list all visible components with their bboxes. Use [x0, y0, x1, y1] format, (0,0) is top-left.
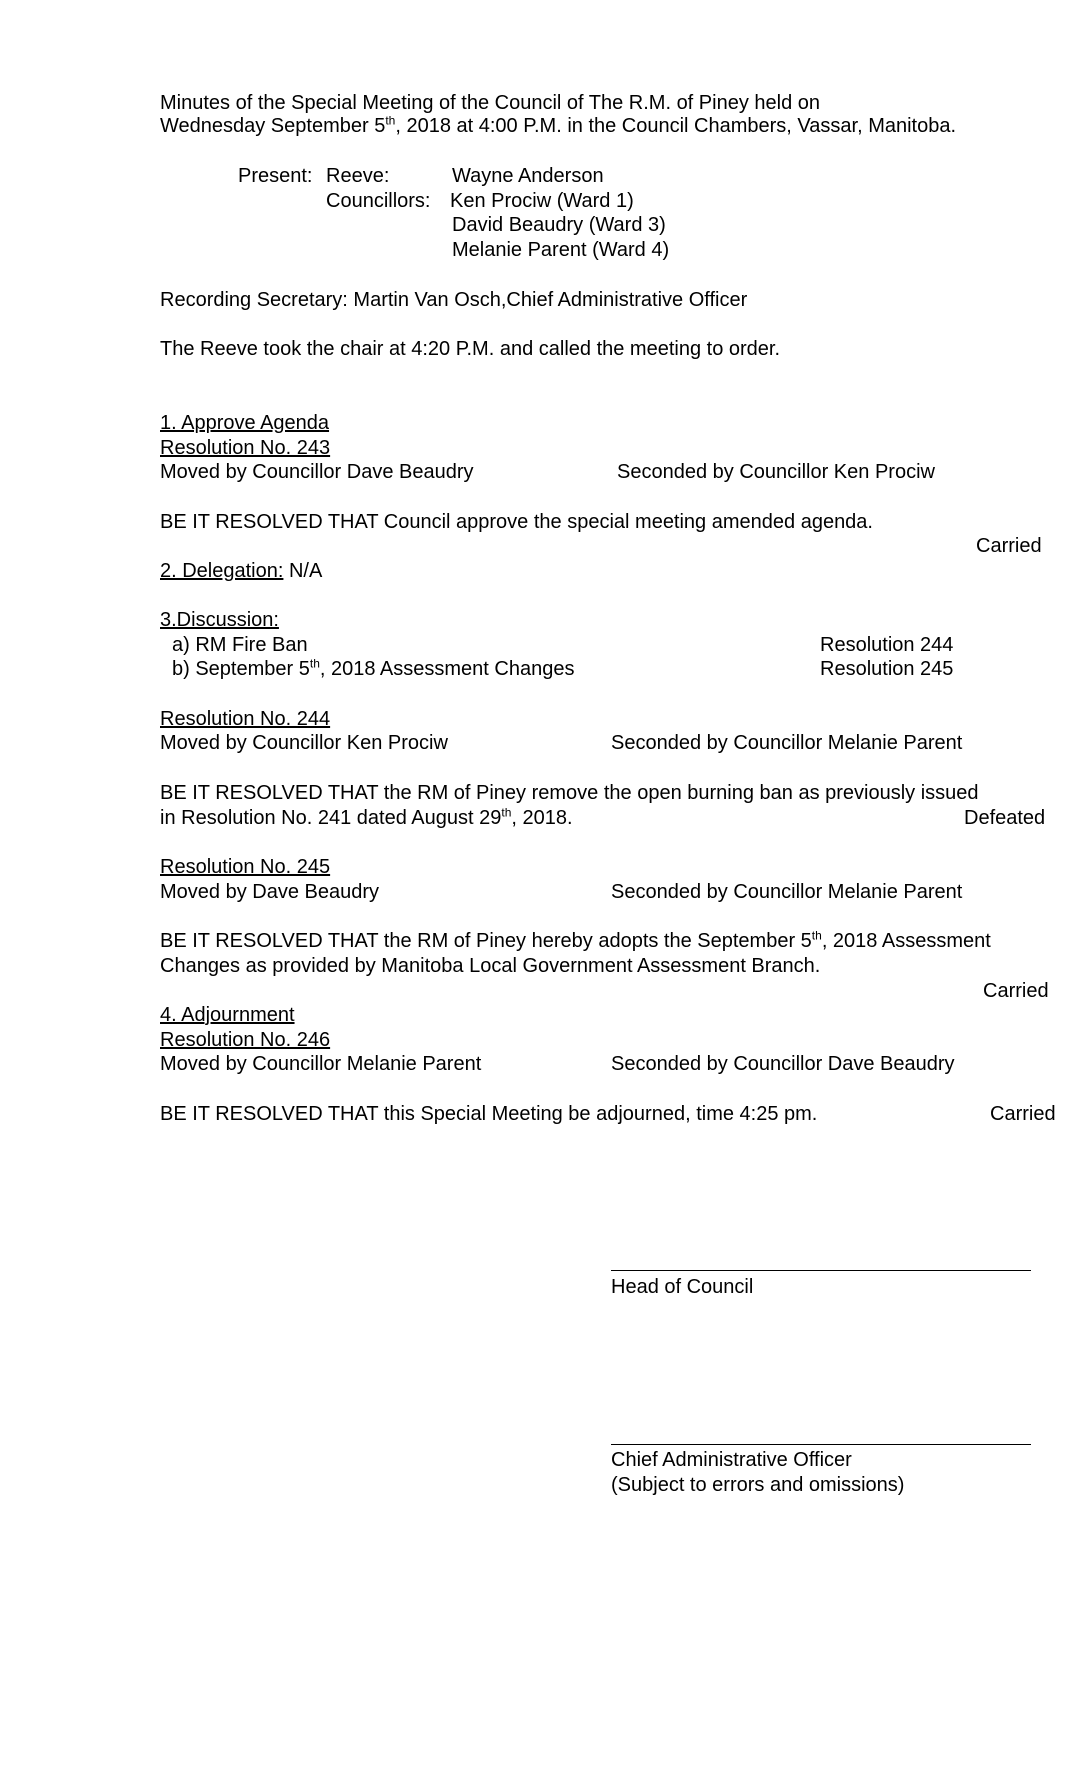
discussion-item-b-ref: Resolution 245 — [820, 658, 954, 680]
header-line-1: Minutes of the Special Meeting of the Council of The R.M. of Piney held on — [160, 92, 820, 114]
councillor-3: Melanie Parent (Ward 4) — [452, 239, 670, 261]
errors-omissions-note: (Subject to errors and omissions) — [611, 1474, 905, 1496]
section-2-heading: 2. Delegation: — [160, 560, 284, 582]
reeve-name: Wayne Anderson — [452, 165, 604, 187]
section-1-heading: 1. Approve Agenda — [160, 412, 330, 434]
resolution-246-seconded: Seconded by Councillor Dave Beaudry — [611, 1053, 955, 1075]
resolution-245-moved: Moved by Dave Beaudry — [160, 881, 380, 903]
resolution-244-text-2: in Resolution No. 241 dated August 29th, 2018. — [160, 805, 573, 829]
recording-secretary: Recording Secretary: Martin Van Osch,Chief Administrative Officer — [160, 289, 748, 311]
resolution-243-result: Carried — [976, 535, 1042, 557]
resolution-245-result: Carried — [983, 980, 1049, 1002]
resolution-244-text-1: BE IT RESOLVED THAT the RM of Piney remove the open burning ban as previously issued — [160, 782, 979, 804]
resolution-244-result: Defeated — [964, 807, 1046, 829]
cao-label: Chief Administrative Officer — [611, 1449, 852, 1471]
councillors-label: Councillors: — [326, 190, 431, 212]
resolution-246-text: BE IT RESOLVED THAT this Special Meeting be adjourned, time 4:25 pm. — [160, 1103, 818, 1125]
present-label: Present: — [238, 165, 313, 187]
resolution-245-title: Resolution No. 245 — [160, 856, 331, 878]
resolution-243-moved: Moved by Councillor Dave Beaudry — [160, 461, 474, 483]
discussion-item-a-ref: Resolution 244 — [820, 634, 954, 656]
resolution-246-moved: Moved by Councillor Melanie Parent — [160, 1053, 482, 1075]
chair-statement: The Reeve took the chair at 4:20 P.M. and called the meeting to order. — [160, 338, 781, 360]
section-2-value: N/A — [288, 560, 323, 582]
resolution-244-title: Resolution No. 244 — [160, 708, 331, 730]
resolution-245-text-2: Changes as provided by Manitoba Local Government Assessment Branch. — [160, 955, 821, 977]
head-of-council-label: Head of Council — [611, 1276, 754, 1298]
resolution-245-text-1: BE IT RESOLVED THAT the RM of Piney hereby adopts the September 5th, 2018 Assessment — [160, 928, 991, 952]
resolution-246-result: Carried — [990, 1103, 1056, 1125]
resolution-243-text: BE IT RESOLVED THAT Council approve the special meeting amended agenda. — [160, 511, 873, 533]
resolution-245-seconded: Seconded by Councillor Melanie Parent — [611, 881, 963, 903]
discussion-item-a: a) RM Fire Ban — [172, 634, 308, 656]
resolution-244-seconded: Seconded by Councillor Melanie Parent — [611, 732, 963, 754]
reeve-label: Reeve: — [326, 165, 390, 187]
section-4-heading: 4. Adjournment — [160, 1004, 295, 1026]
section-2 — [160, 559, 322, 583]
councillor-2: David Beaudry (Ward 3) — [452, 214, 666, 236]
resolution-243-title: Resolution No. 243 — [160, 437, 331, 459]
discussion-item-b: b) September 5th, 2018 Assessment Changes — [172, 656, 575, 680]
resolution-243-seconded: Seconded by Councillor Ken Prociw — [617, 461, 935, 483]
cao-signature-line — [611, 1444, 1031, 1445]
head-of-council-signature-line — [611, 1270, 1031, 1271]
header-line-2: Wednesday September 5th, 2018 at 4:00 P.M. in the Council Chambers, Vassar, Manitoba. — [160, 113, 957, 137]
section-3-heading: 3.Discussion: — [160, 609, 279, 631]
resolution-246-title: Resolution No. 246 — [160, 1029, 331, 1051]
resolution-244-moved: Moved by Councillor Ken Prociw — [160, 732, 448, 754]
councillor-1: Ken Prociw (Ward 1) — [450, 190, 634, 212]
